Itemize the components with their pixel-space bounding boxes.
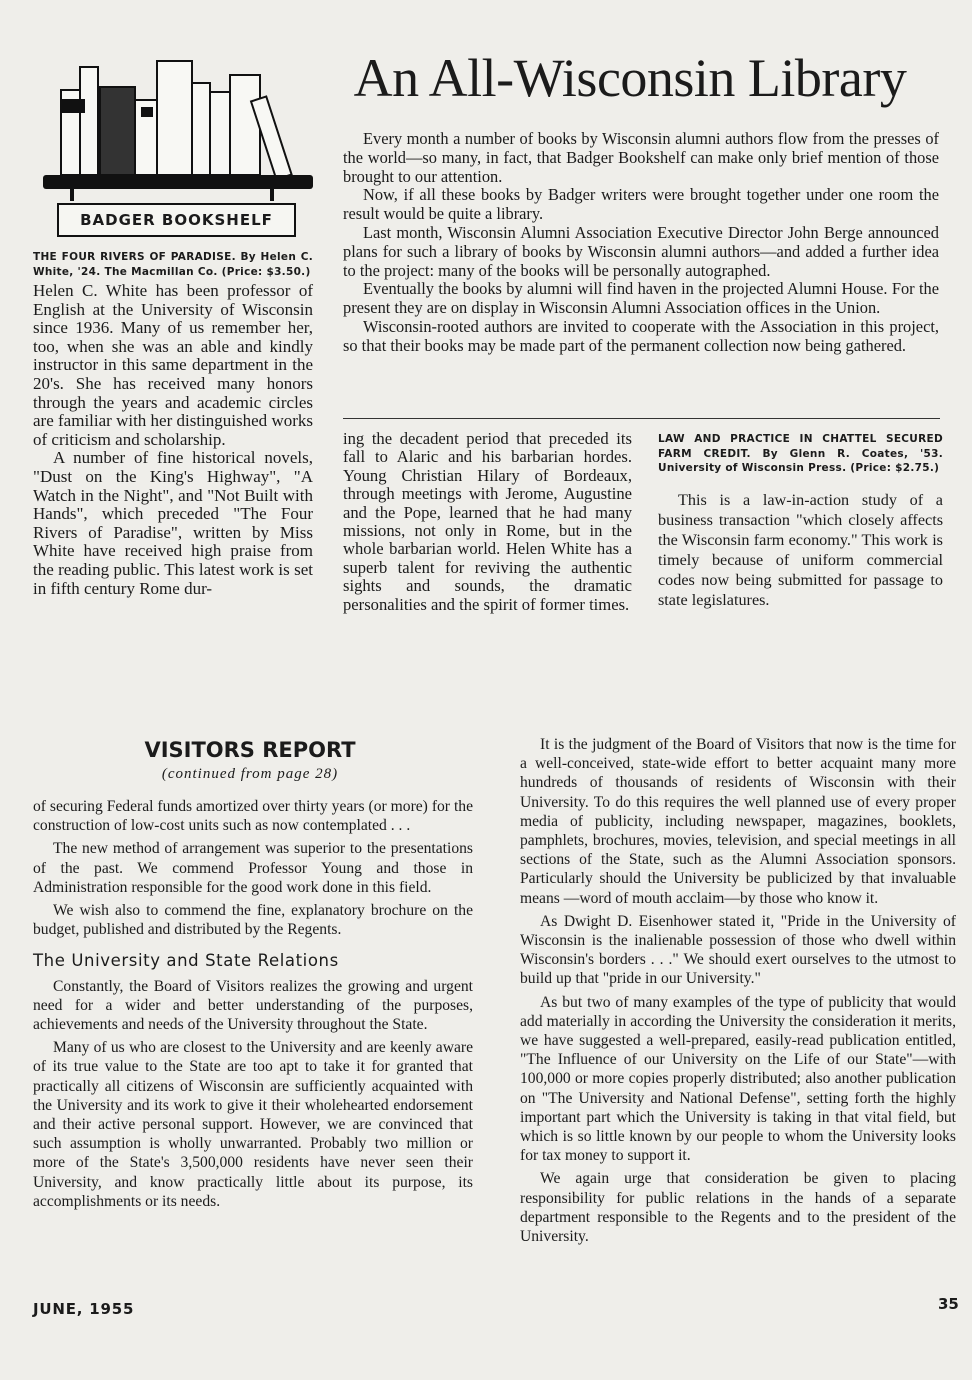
subheading: The University and State Relations: [33, 951, 339, 971]
bookshelf-sign: BADGER BOOKSHELF: [57, 203, 296, 237]
review-four-rivers: [33, 250, 313, 598]
paragraph: Many of us who are closest to the University and are keenly aware of its true value to the State are too apt to take it for granted that practically all citizens of Wisconsin are sufficiently acquainted with the University and its work to give it their wholehearted endorsement and their active personal support. However, we are convinced that such assumption is wholly unwarranted. Probably two million or more of the State's 3,500,000 residents have never seen their University, and know practically little about its purpose, its accomplishments or its needs.: [33, 1039, 473, 1210]
paragraph: of securing Federal funds amortized over thirty years (or more) for the construction of low-cost units such as now contemplated . . .: [33, 798, 473, 835]
paragraph: This is a law-in-action study of a business transaction "which closely affects the Wisconsin farm economy." This work is timely because of uniform commercial codes now being submitted for passage to state legislatures.: [658, 490, 943, 609]
issue-date: JUNE, 1955: [33, 1300, 135, 1318]
divider: [343, 418, 940, 419]
section-title: VISITORS REPORT: [144, 738, 356, 762]
review-heading: THE FOUR RIVERS OF PARADISE. By Helen C. White, '24. The Macmillan Co. (Price: $3.50.): [33, 251, 313, 278]
article-intro: [343, 130, 939, 356]
paragraph: We wish also to commend the fine, explanatory brochure on the budget, published and distributed by the Regents.: [33, 902, 473, 939]
paragraph: Helen C. White has been professor of English at the University of Wisconsin since 1936. Many of us remember her, too, when she was an able and kindly instructor in this same department in the 20's. She has received many honors through the years and academic circles are familiar with her distinguished works of criticism and scholarship.: [33, 281, 313, 449]
paragraph: Constantly, the Board of Visitors realizes the growing and urgent need for a wider and better understanding of the purposes, achievements and needs of the University throughout the State.: [33, 977, 473, 1034]
paragraph: A number of fine historical novels, "Dust on the King's Highway", "A Watch in the Night", and "Not Built with Hands", which preceded "The Four Rivers of Paradise", written by Miss White have received high praise from the reading public. This latest work is set in fifth century Rome dur-: [33, 448, 313, 598]
paragraph: It is the judgment of the Board of Visitors that now is the time for a well-conceived, state-wide effort to better acquaint many more hundreds of thousands of residents of Wisconsin with their University. To do this requires the well planned use of every proper media of publicity, including newspaper, magazines, booklets, pamphlets, brochures, movies, television, and special meetings in all sections of the State, such as the Alumni Association sponsors. Particularly should the University be publicized by that invaluable means —word of mouth acclaim—by those who know it.: [520, 736, 956, 907]
article-title: An All-Wisconsin Library: [353, 48, 907, 108]
visitors-report-left-column: [33, 797, 473, 1215]
bookshelf-illustration-icon: [15, 55, 315, 205]
review-four-rivers-continued: [343, 430, 632, 614]
review-chattel-credit: [658, 432, 943, 610]
paragraph: Now, if all these books by Badger writers were brought together under one room the result would be quite a library.: [343, 185, 939, 224]
paragraph: Every month a number of books by Wisconsin alumni authors flow from the presses of the world—so many, in fact, that Badger Bookshelf can make only brief mention of those brought to our attention.: [343, 129, 939, 186]
paragraph: ing the decadent period that preceded its fall to Alaric and his barbarian hordes. Young Christian Hilary of Bordeaux, through meetings with Jerome, Augustine and the Pope, learned that he had many missions, not only in Rome, but in the whole barbarian world. Helen White has a superb talent for reviving the authentic sights and sounds, the dramatic personalities and the spirit of former times.: [343, 429, 632, 614]
paragraph: Wisconsin-rooted authors are invited to cooperate with the Association in this project, so that their books may be made part of the permanent collection now being gathered.: [343, 316, 939, 355]
paragraph: Last month, Wisconsin Alumni Association Executive Director John Berge announced plans for such a library of books by Wisconsin alumni authors—and added a further idea to the project: many of the books will be personally autographed.: [343, 222, 939, 280]
review-heading: LAW AND PRACTICE IN CHATTEL SECURED FARM CREDIT. By Glenn R. Coates, '53. University of Wisconsin Press. (Price: $2.75.): [658, 433, 943, 474]
visitors-report-right-column: [520, 735, 956, 1250]
paragraph: The new method of arrangement was superior to the presentations of the past. We commend Professor Young and those in Administration responsible for the good work done in this field.: [33, 840, 473, 896]
paragraph: As but two of many examples of the type of publicity that would add materially in according the University the consideration it merits, we have suggested a well-prepared, easily-read publication entitled, "The Influence of our University on the Life of our State"—with 100,000 or more copies properly distributed; also another publication on "The University and National Defense", setting forth the highly important part which the University is taking in that vital field, but which is so little known by our people to whom the University looks for tax money to support it.: [520, 993, 956, 1165]
paragraph: As Dwight D. Eisenhower stated it, "Pride in the University of Wisconsin is the inalienable possession of those who dwell within Wisconsin's borders . . ." We should exert ourselves to the utmost to build up that "pride in our University.": [520, 912, 956, 988]
badger-bookshelf-logo: [15, 55, 315, 240]
page-number: 35: [938, 1295, 959, 1313]
paragraph: Eventually the books by alumni will find haven in the projected Alumni House. For the present they are on display in Wisconsin Alumni Association offices in the Union.: [343, 279, 939, 318]
continued-note: (continued from page 28): [161, 766, 339, 782]
paragraph: We again urge that consideration be given to placing responsibility for public relations in the hands of a separate department responsible to the Regents and to the president of the University.: [520, 1170, 956, 1246]
